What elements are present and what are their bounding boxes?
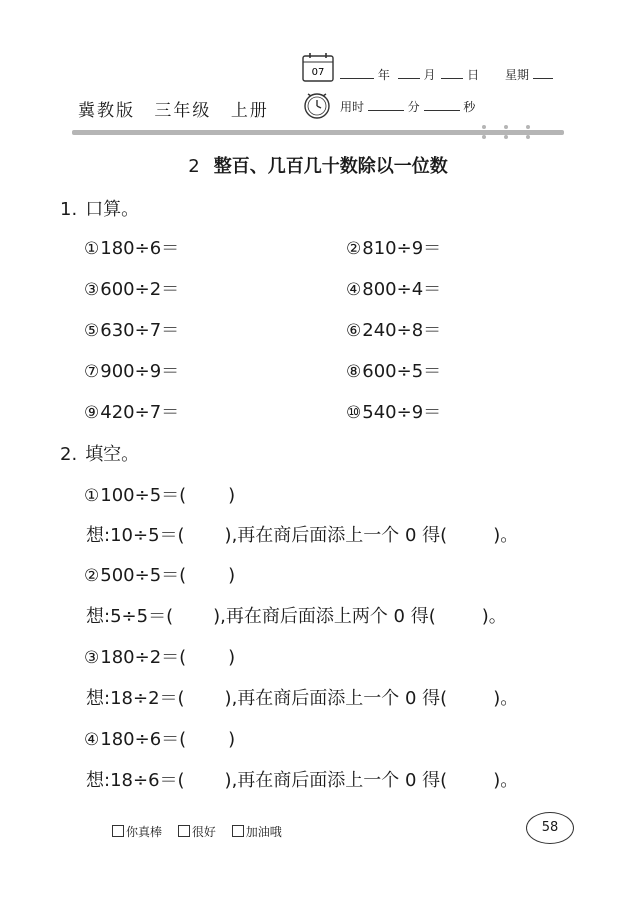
checkbox[interactable] — [178, 825, 190, 837]
calendar-icon-text: 07 — [311, 67, 325, 78]
page-number: 58 — [526, 812, 574, 844]
oral-problem-2: ②810÷9＝ — [346, 238, 442, 259]
time-label: 用时 — [340, 100, 365, 114]
lesson-number: 2 — [188, 156, 200, 177]
oral-problem-7: ⑦900÷9＝ — [84, 361, 180, 382]
checkbox[interactable] — [232, 825, 244, 837]
day-label: 日 — [467, 68, 480, 82]
oral-problem-8: ⑧600÷5＝ — [346, 361, 442, 382]
minute-label: 分 — [407, 100, 420, 114]
oral-problem-9: ⑨420÷7＝ — [84, 402, 180, 423]
book-info — [78, 96, 281, 121]
publisher: 冀教版 — [78, 101, 135, 121]
calendar-icon — [302, 52, 334, 82]
time-line — [340, 98, 475, 115]
fill-problem-2: ②500÷5＝( ) — [84, 565, 236, 586]
second-label: 秒 — [463, 100, 476, 114]
lesson-title-text: 整百、几百几十数除以一位数 — [213, 156, 448, 177]
clock-icon — [302, 90, 332, 120]
fill-problem-1: ①100÷5＝( ) — [84, 485, 236, 506]
grade: 三年级 — [154, 101, 212, 121]
oral-problem-1: ①180÷6＝ — [84, 238, 180, 259]
oral-problem-6: ⑥240÷8＝ — [346, 320, 442, 341]
fill-think-2: 想:5÷5＝( ),再在商后面添上两个 0 得( )。 — [86, 606, 507, 627]
rating-options — [112, 823, 294, 840]
fill-problem-4: ④180÷6＝( ) — [84, 729, 236, 750]
year-label: 年 — [377, 68, 390, 82]
section-1-number: 1. — [60, 199, 78, 220]
section-2-number: 2. — [60, 444, 78, 465]
fill-think-4: 想:18÷6＝( ),再在商后面添上一个 0 得( )。 — [86, 770, 519, 791]
checkbox[interactable] — [112, 825, 124, 837]
rating-great[interactable]: 你真棒 — [112, 825, 162, 839]
oral-problem-3: ③600÷2＝ — [84, 279, 180, 300]
fill-think-1: 想:10÷5＝( ),再在商后面添上一个 0 得( )。 — [86, 525, 519, 546]
section-2-heading — [60, 440, 139, 466]
rating-keep-going[interactable]: 加油哦 — [232, 825, 282, 839]
oral-problem-4: ④800÷4＝ — [346, 279, 442, 300]
section-1-label: 口算。 — [85, 199, 140, 220]
fill-problem-3: ③180÷2＝( ) — [84, 647, 236, 668]
rating-good[interactable]: 很好 — [178, 825, 216, 839]
oral-problem-5: ⑤630÷7＝ — [84, 320, 180, 341]
month-label: 月 — [423, 68, 436, 82]
section-1-heading — [60, 195, 139, 221]
date-line — [340, 66, 553, 83]
weekday-label: 星期 — [505, 68, 530, 82]
volume: 上册 — [230, 101, 269, 121]
divider-decoration — [478, 124, 538, 140]
lesson-title — [0, 152, 636, 178]
oral-problem-10: ⑩540÷9＝ — [346, 402, 442, 423]
fill-think-3: 想:18÷2＝( ),再在商后面添上一个 0 得( )。 — [86, 688, 519, 709]
section-2-label: 填空。 — [85, 444, 140, 465]
